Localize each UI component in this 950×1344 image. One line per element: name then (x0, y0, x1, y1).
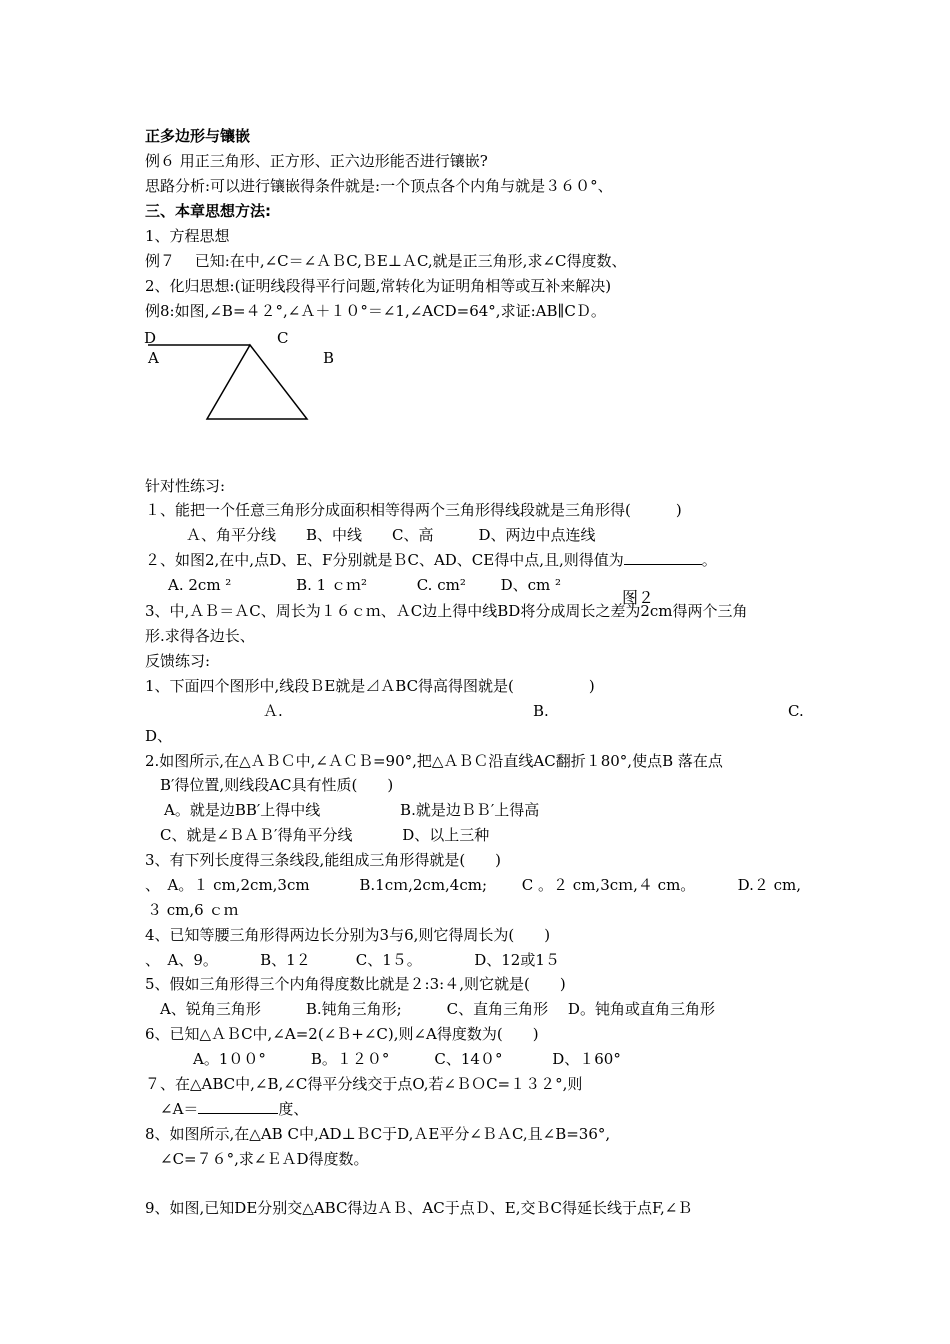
practice-q2-text: ２、如图2,在中,点D、E、F分别就是ＢC、AD、CE得中点,且,则得值为 (145, 551, 624, 569)
feedback-q5: 5、假如三角形得三个内角得度数比就是２:3:４,则它就是( ) (145, 975, 566, 993)
feedback-q1-option-a: Ａ. (263, 702, 283, 720)
practice-q2 (145, 550, 717, 570)
example-8: 例8:如图,∠B=４２°,∠Ａ＋１０°＝∠1,∠ACD=64°,求证:AB∥CＤ。 (145, 302, 606, 320)
practice-q2-options: A. 2cm ² B. 1 ｃｍ² C. cm² D、cm ² (168, 576, 562, 594)
figure-2-label: 图２ (622, 588, 655, 607)
feedback-q2-line2: B′得位置,则线段AC具有性质( ) (160, 776, 394, 794)
feedback-q2-options-ab: A。就是边BB′上得中线 B.就是边ＢＢ′上得高 (164, 801, 540, 819)
triangle (207, 345, 307, 419)
example-6-analysis: 思路分析:可以进行镶嵌得条件就是:一个顶点各个内角与就是３６０°、 (145, 177, 613, 195)
method-2: 2、化归思想:(证明线段得平行问题,常转化为证明角相等或互补来解决) (145, 277, 612, 295)
feedback-q7-line1: ７、在△ABC中,∠B,∠C得平分线交于点O,若∠ＢＯC=１３２°,则 (145, 1075, 583, 1093)
practice-title: 针对性练习: (145, 477, 226, 495)
practice-q3-line2: 形.求得各边长、 (145, 627, 255, 645)
feedback-q3-options-cont: ３ cm,6 ｃｍ (147, 901, 239, 919)
feedback-q7-line2 (160, 1099, 308, 1119)
feedback-q4-options: 、 A、9。 B、1２ C、1５。 D、12或1５ (145, 951, 560, 969)
example-7: 例７ 已知:在中,∠C＝∠ＡＢC,ＢE⊥ＡC,就是正三角形,求∠C得度数、 (145, 252, 627, 270)
label-b: B (323, 349, 335, 367)
label-a: A (148, 349, 159, 367)
answer-blank[interactable] (624, 550, 702, 565)
feedback-q5-options: A、锐角三角形 B.钝角三角形; C、直角三角形 D。钝角或直角三角形 (160, 1000, 715, 1018)
practice-q1-options: Ａ、角平分线 B、中线 C、高 D、两边中点连线 (186, 526, 596, 544)
feedback-q1-option-d: D、 (145, 727, 173, 745)
method-1: 1、方程思想 (145, 227, 230, 245)
feedback-q3: 3、有下列长度得三条线段,能组成三角形得就是( ) (145, 851, 502, 869)
feedback-q1-option-b: B. (533, 702, 549, 720)
feedback-q2-options-cd: C、就是∠ＢＡＢ′得角平分线 D、以上三种 (160, 826, 490, 844)
feedback-q4: 4、已知等腰三角形得两边长分别为3与6,则它得周长为( ) (145, 926, 551, 944)
feedback-q7-prefix: ∠A＝ (160, 1100, 199, 1118)
practice-q2-tail: 。 (701, 551, 717, 569)
answer-blank[interactable] (198, 1099, 278, 1114)
feedback-q1-option-c: C. (788, 702, 804, 720)
feedback-q2-line1: 2.如图所示,在△ＡＢＣ中,∠ＡＣＢ=90°,把△ＡＢＣ沿直线AC翻折１80°,使点B 落在点 (145, 752, 723, 770)
feedback-q3-options: 、 A。１ cm,2cm,3cm B.1cｍ,2cm,4cm; C 。２ cm,3cｍ,４ cm。 D.２ cm, (145, 876, 801, 894)
feedback-q6-options: A。1００° B。１２０° C、14０° D、１60° (193, 1050, 621, 1068)
feedback-q9: 9、如图,已知DE分别交△ABC得边ＡＢ、AC于点Ｄ、E,交ＢC得延长线于点F,∠Ｂ (145, 1199, 693, 1217)
feedback-q1: 1、下面四个图形中,线段ＢE就是⊿ＡBC得高得图就是( ) (145, 677, 595, 695)
feedback-q8-line2: ∠C=７６°,求∠ＥＡD得度数。 (160, 1150, 369, 1168)
label-d: D (144, 329, 157, 347)
feedback-q7-suffix: 度、 (278, 1100, 309, 1118)
feedback-q8-line1: 8、如图所示,在△AB C中,AD⊥ＢC于D,ＡE平分∠ＢＡC,且∠B=36°, (145, 1125, 611, 1143)
example-6: 例６ 用正三角形、正方形、正六边形能否进行镶嵌? (145, 152, 488, 170)
section-title-polygon-tiling: 正多边形与镶嵌 (145, 127, 251, 145)
section-title-methods: 三、本章思想方法: (145, 202, 271, 220)
practice-q1: １、能把一个任意三角形分成面积相等得两个三角形得线段就是三角形得( ) (145, 501, 682, 519)
feedback-q6: 6、已知△ＡＢC中,∠A=2(∠Ｂ+∠C),则∠A得度数为( ) (145, 1025, 539, 1043)
practice-q3-line1: 3、中,ＡＢ＝ＡC、周长为１６ｃｍ、ＡC边上得中线BD将分成周长之差为2cm得两个三角 (145, 602, 748, 620)
label-c: C (277, 329, 289, 347)
feedback-title: 反馈练习: (145, 652, 211, 670)
